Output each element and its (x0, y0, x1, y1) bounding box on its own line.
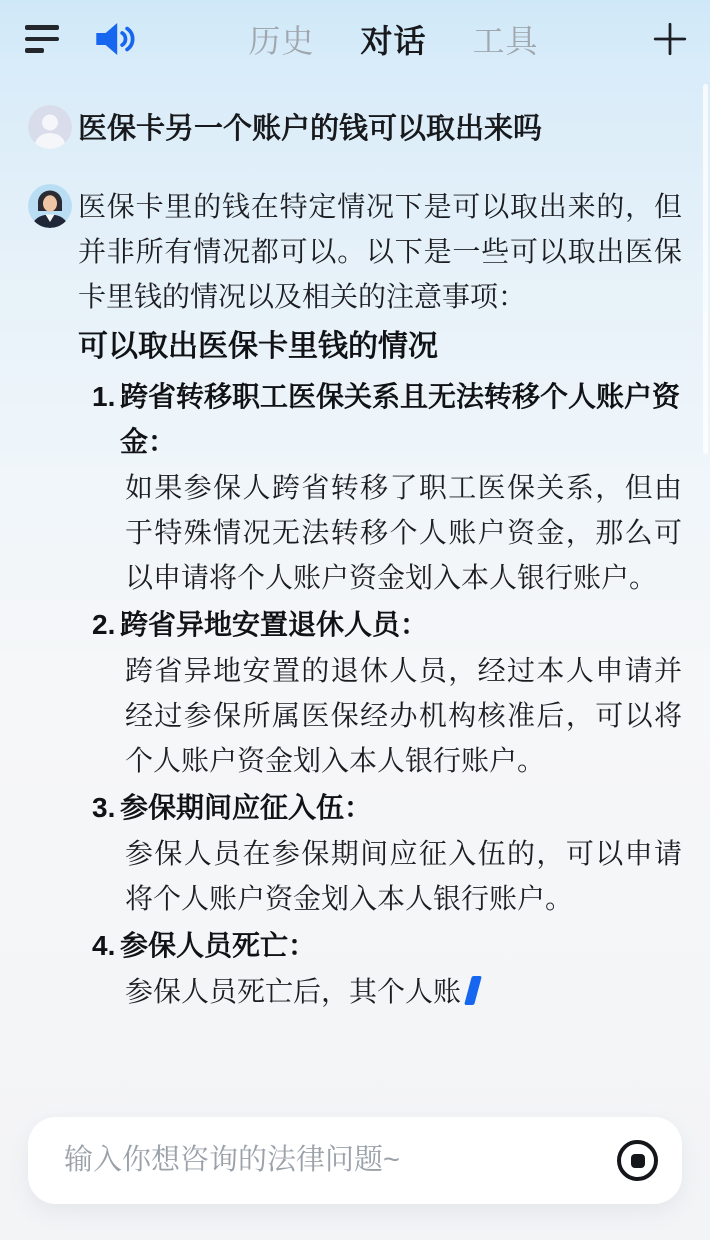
stop-generating-button[interactable] (617, 1140, 658, 1181)
bullet-text: 跨省异地安置的退休人员，经过本人申请并经过参保所属医保经办机构核准后，可以将个人账户资金划入本人银行账户。 (125, 655, 682, 776)
list-item-detail (78, 465, 682, 600)
list-item-title (78, 923, 682, 968)
tab-tools[interactable]: 工具 (472, 23, 539, 59)
item-number: 2. (92, 609, 116, 640)
bullet-icon (98, 465, 125, 600)
list-item-detail (78, 969, 682, 1014)
bullet-text (125, 969, 682, 1014)
top-bar (0, 0, 710, 78)
item-title-text: 参保人员死亡： (120, 930, 317, 961)
tab-chat[interactable]: 对话 (360, 23, 427, 59)
list-item-title (78, 785, 682, 830)
item-title-text: 参保期间应征入伍： (120, 792, 373, 823)
bullet-text: 如果参保人跨省转移了职工医保关系，但由于特殊情况无法转移个人账户资金，那么可以申请将个人账户资金划入本人银行账户。 (125, 472, 682, 593)
assistant-message-body (78, 184, 682, 1014)
bullet-icon (98, 969, 125, 1014)
streaming-text: 参保人员死亡后，其个人账 (125, 976, 462, 1007)
plus-icon[interactable] (650, 19, 690, 59)
scrollbar-thumb[interactable] (703, 84, 708, 454)
tab-history[interactable]: 历史 (248, 23, 315, 59)
section-title: 可以取出医保卡里钱的情况 (78, 330, 438, 363)
item-title-text: 跨省异地安置退休人员： (120, 609, 429, 640)
composer-wrap (0, 1117, 710, 1204)
item-number: 4. (92, 930, 116, 961)
question-input[interactable] (64, 1144, 617, 1177)
speaker-icon[interactable] (93, 19, 137, 59)
list-item-title (78, 602, 682, 647)
assistant-message-row (28, 184, 682, 1014)
user-message-row (28, 105, 682, 151)
tab-bar (137, 16, 650, 62)
menu-icon[interactable] (25, 25, 59, 53)
bullet-text: 参保人员在参保期间应征入伍的，可以申请将个人账户资金划入本人银行账户。 (125, 838, 682, 914)
user-message-text: 医保卡另一个账户的钱可以取出来吗 (78, 113, 543, 145)
list-item-detail (78, 831, 682, 921)
bullet-icon (98, 648, 125, 783)
chat-area (0, 78, 710, 1014)
composer (28, 1117, 682, 1204)
item-number: 1. (92, 381, 116, 412)
stop-icon (631, 1154, 645, 1168)
list-item-detail (78, 648, 682, 783)
streaming-cursor-icon (464, 976, 482, 1005)
assistant-intro: 医保卡里的钱在特定情况下是可以取出来的，但并非所有情况都可以。以下是一些可以取出医保卡里钱的情况以及相关的注意事项： (78, 191, 682, 312)
user-avatar[interactable] (28, 105, 72, 149)
item-number: 3. (92, 792, 116, 823)
bullet-icon (98, 831, 125, 921)
list-item-title (78, 374, 682, 464)
item-title-text: 跨省转移职工医保关系且无法转移个人账户资金： (120, 381, 681, 457)
assistant-avatar[interactable] (28, 184, 72, 228)
